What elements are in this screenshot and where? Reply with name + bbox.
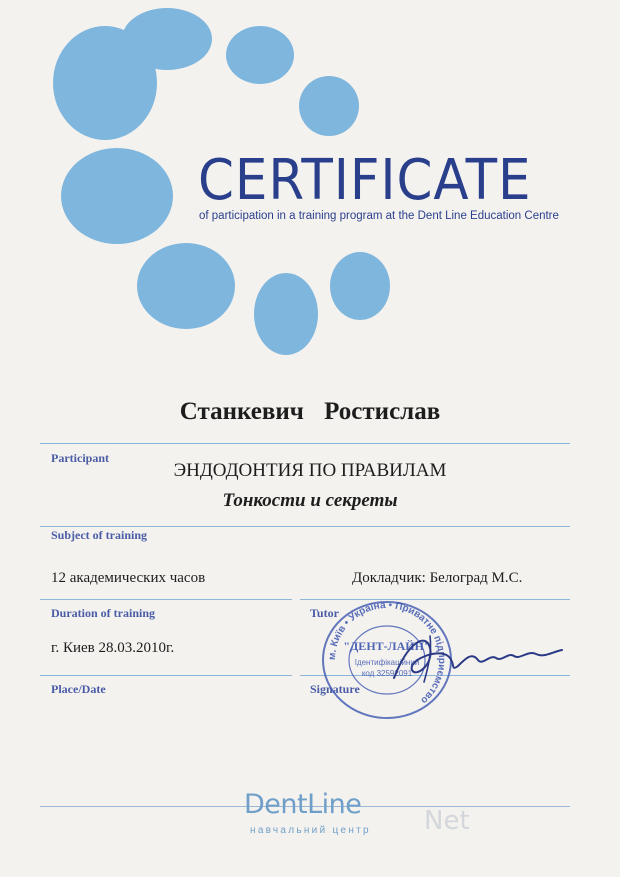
subject-label: Subject of training <box>51 528 147 542</box>
participant-name: Станкевич Ростислав <box>179 398 441 425</box>
circle-decoration <box>330 252 390 320</box>
dentline-logo: DentLine <box>244 789 362 820</box>
place-date-label: Place/Date <box>51 682 106 696</box>
divider <box>40 675 292 676</box>
stamp-line-2: код 32592091 <box>361 669 413 678</box>
certificate-title: CERTIFICATE <box>198 148 532 213</box>
signature-label: Signature <box>310 682 360 696</box>
circle-decoration <box>254 273 318 355</box>
stamp-line-1: Ідентифікаційний <box>354 658 420 667</box>
handwritten-signature <box>386 626 566 690</box>
divider <box>40 526 570 527</box>
duration-label: Duration of training <box>51 606 156 620</box>
divider <box>40 599 292 600</box>
stamp-center-text: "ДЕНТ-ЛАЙН" <box>343 639 431 653</box>
stamp-ring-text: м. Київ • Україна • Приватне підприємство <box>326 599 448 706</box>
participant-label: Participant <box>51 451 109 465</box>
place-date-value: г. Киев 28.03.2010г. <box>51 640 175 656</box>
watermark: Net <box>424 806 470 836</box>
certificate-subtitle: of participation in a training program at the Dent Line Education Centre <box>199 210 559 222</box>
subject-title: ЭНДОДОНТИЯ ПО ПРАВИЛАМ <box>173 460 447 481</box>
circle-decoration <box>61 148 173 244</box>
divider <box>40 443 570 444</box>
circle-decoration <box>226 26 294 84</box>
duration-value: 12 академических часов <box>51 570 206 586</box>
subject-subtitle: Тонкости и секреты <box>222 490 398 511</box>
circle-decoration <box>137 243 235 329</box>
dentline-logo-subtitle: навчальний центр <box>250 825 371 836</box>
tutor-label: Tutor <box>310 606 339 620</box>
circle-decoration <box>122 8 212 70</box>
tutor-value: Докладчик: Белоград М.С. <box>352 570 523 586</box>
circle-decoration <box>299 76 359 136</box>
